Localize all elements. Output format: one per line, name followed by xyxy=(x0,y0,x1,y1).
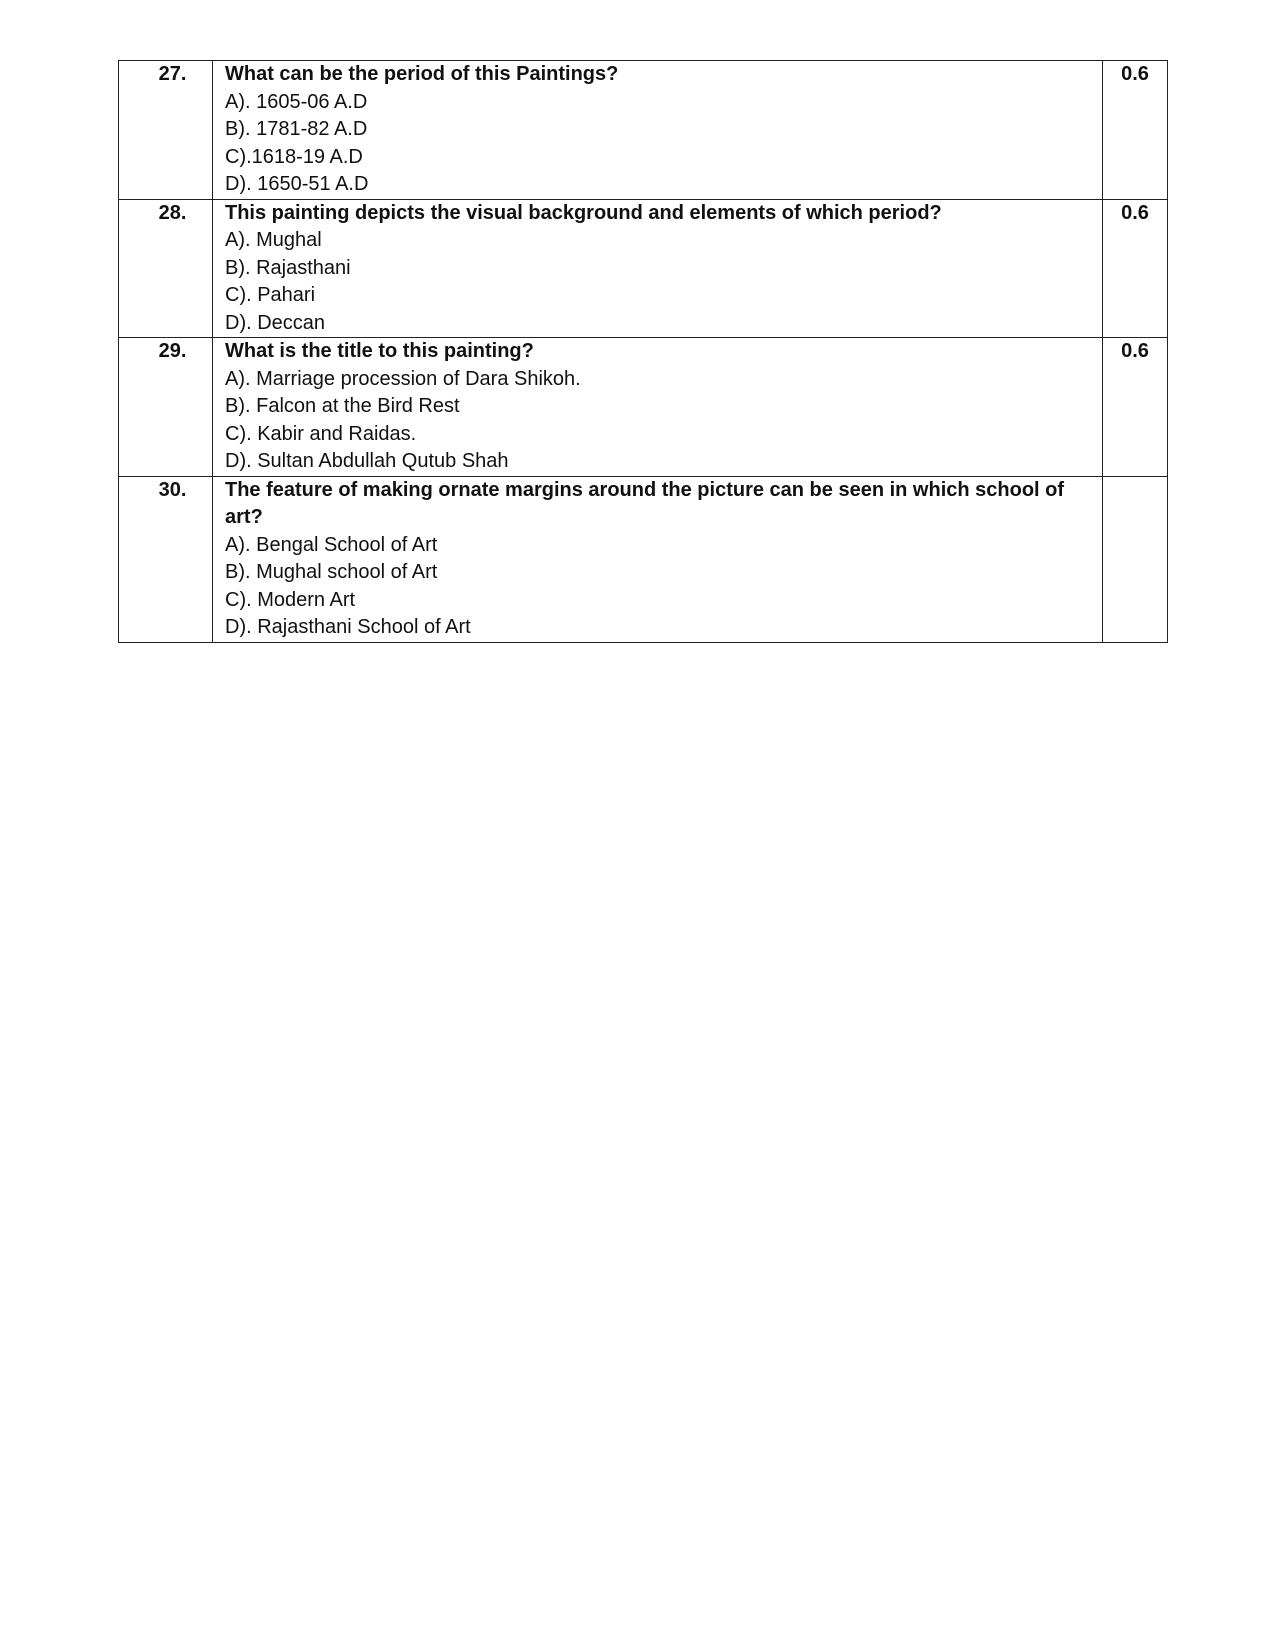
option-c: C). Modern Art xyxy=(225,588,356,611)
question-body-cell xyxy=(213,199,1103,338)
question-body-cell xyxy=(213,476,1103,642)
options-list xyxy=(225,227,1092,337)
question-row xyxy=(119,61,1168,200)
option-d: D). Deccan xyxy=(225,311,326,334)
question-marks: 0.6 xyxy=(1121,340,1149,362)
question-number-cell xyxy=(119,199,213,338)
option-c: C).1618-19 A.D xyxy=(225,145,363,168)
question-text: What is the title to this painting? xyxy=(225,340,534,362)
options-list xyxy=(225,532,1092,642)
options-list xyxy=(225,89,1092,199)
option-c: C). Pahari xyxy=(225,284,316,306)
question-number: 29. xyxy=(158,340,187,362)
marks-cell xyxy=(1103,199,1168,338)
marks-cell xyxy=(1103,338,1168,477)
question-number: 28. xyxy=(158,201,187,224)
option-b: B). Falcon at the Bird Rest xyxy=(225,395,460,417)
question-row xyxy=(119,476,1168,642)
question-number-cell xyxy=(119,476,213,642)
marks-cell xyxy=(1103,476,1168,642)
option-a: A). Marriage procession of Dara Shikoh. xyxy=(225,367,581,390)
option-a: A). 1605-06 A.D xyxy=(225,90,368,113)
question-marks: 0.6 xyxy=(1121,63,1149,85)
question-row xyxy=(119,199,1168,338)
option-d: D). 1650-51 A.D xyxy=(225,173,369,195)
option-a: A). Mughal xyxy=(225,229,322,251)
option-d: D). Sultan Abdullah Qutub Shah xyxy=(225,450,509,472)
option-b: B). Mughal school of Art xyxy=(225,561,438,583)
option-b: B). 1781-82 A.D xyxy=(225,118,368,140)
option-c: C). Kabir and Raidas. xyxy=(225,422,417,445)
question-text: The feature of making ornate margins around the picture can be seen in which school of art? xyxy=(225,478,1065,528)
question-row xyxy=(119,338,1168,477)
question-marks: 0.6 xyxy=(1121,201,1149,224)
question-text: What can be the period of this Paintings? xyxy=(225,63,619,85)
question-number-cell xyxy=(119,338,213,477)
question-text: This painting depicts the visual background and elements of which period? xyxy=(225,201,942,224)
question-body-cell xyxy=(213,61,1103,200)
marks-cell xyxy=(1103,61,1168,200)
question-body-cell xyxy=(213,338,1103,477)
question-number-cell xyxy=(119,61,213,200)
options-list xyxy=(225,366,1092,476)
question-number: 27. xyxy=(158,63,187,85)
questions-table xyxy=(118,60,1168,643)
option-a: A). Bengal School of Art xyxy=(225,533,438,556)
option-d: D). Rajasthani School of Art xyxy=(225,616,471,638)
option-b: B). Rajasthani xyxy=(225,256,351,279)
question-number: 30. xyxy=(158,478,187,501)
